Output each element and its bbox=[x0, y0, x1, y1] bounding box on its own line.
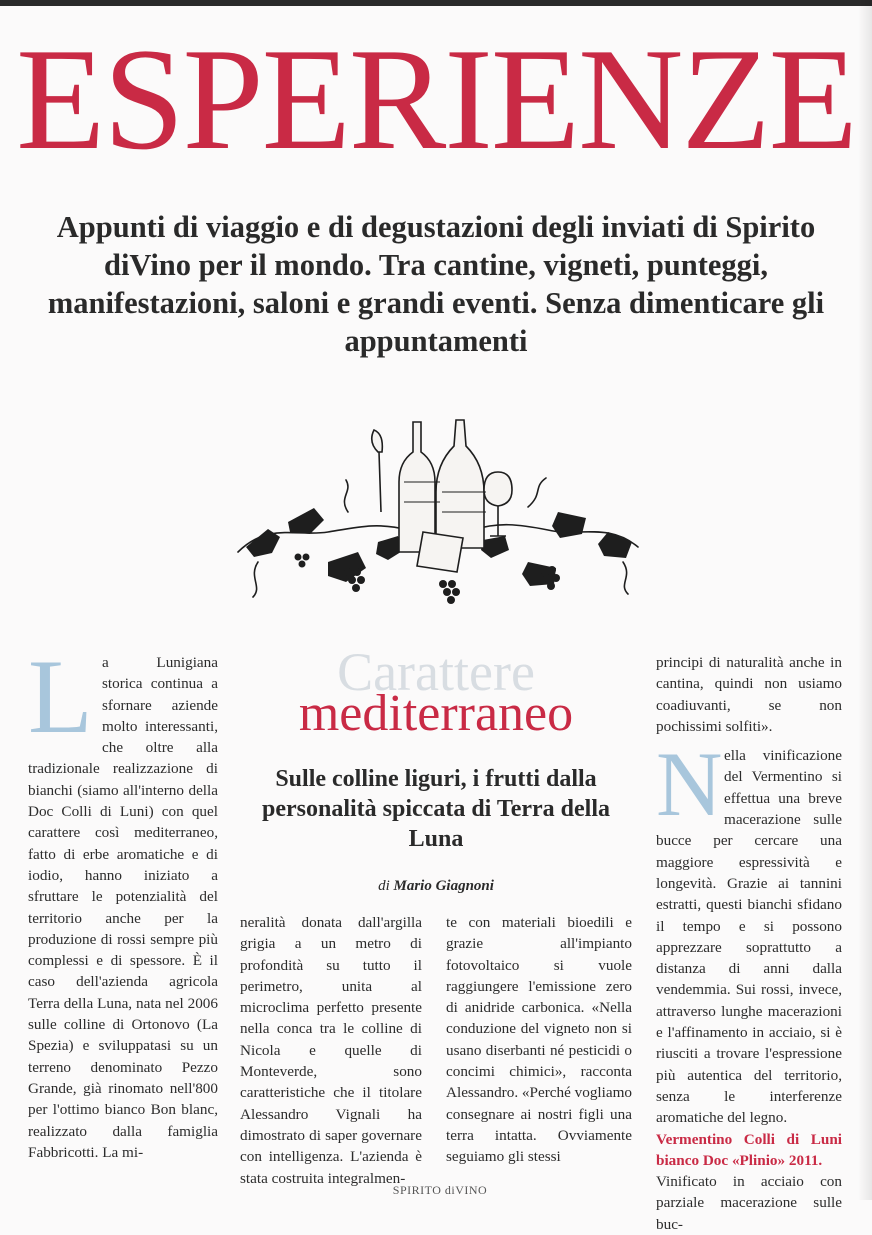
page-top-edge bbox=[0, 0, 872, 6]
column-1-text: a Lunigiana storica continua a sfornare aziende molto interessanti, che oltre alla tradizionale realizzazione di bianchi (siamo all'interno della Doc Colli di Luni) con quel carattere così mediterraneo, fatto di erbe aromatiche e di iodio, hanno iniziato a sfruttare le potenzialità del territorio anche per la produzione di rossi sempre più complessi e di spessore. È il caso dell'azienda agricola Terra della Luna, nata nel 2006 sulle colline di Ortonovo (La Spezia) e sviluppatasi su un terreno denominato Pezzo Grande, già rinomato nell'800 per l'ottimo bianco Bon blanc, realizzato dalla famiglia Fabbricotti. La mi- bbox=[28, 654, 218, 1161]
column-4-text-a: principi di naturalità anche in cantina, quindi non usiamo coadiuvanti, se non pochissimi solfiti». bbox=[656, 654, 842, 735]
column-3-text: te con materiali bioedili e grazie all'impianto fotovoltaico si vuole raggiungere l'emissione zero di anidride carbonica. «Nella conduzione del vigneto non si usano diserbanti né pesticidi o concimi chimici», racconta Alessandro. «Perché vogliamo consegnare ai nostri figli una terra intatta. Ovviamente seguiamo gli stessi bbox=[446, 914, 633, 1166]
section-kicker: ESPERIENZE bbox=[16, 18, 856, 180]
article-byline bbox=[240, 876, 632, 896]
wine-still-life-illustration-icon bbox=[228, 412, 648, 622]
dropcap-l: L bbox=[28, 638, 93, 755]
byline-prefix: di bbox=[378, 878, 390, 894]
column-4-text-b: ella vinificazione del Vermentino si effettua una breve macerazione sulle bucce per cercare una maggiore espressività e longevità. Grazie ai tannini estratti, questi bianchi sfidano il tempo e si possono apprezzare soprattutto a distanza di anni dalla vendemmia. Sui rossi, invece, attraverso lunghe macerazioni e l'affinamento in acciaio, si è riusciti a trovare l'espressione più autentica del territorio, senza le interferenze aromatiche del legno. bbox=[656, 747, 842, 1127]
magazine-footer: SPIRITO diVINO bbox=[392, 1183, 488, 1197]
column-4-text-c: Vinificato in acciaio con parziale macerazione sulle buc- bbox=[656, 1173, 842, 1233]
article-column-2 bbox=[240, 912, 422, 1189]
article-column-4 bbox=[656, 652, 842, 1235]
wine-name: Vermentino Colli di Luni bianco Doc «Plinio» 2011. bbox=[656, 1130, 842, 1169]
section-deck: Appunti di viaggio e di degustazioni degli inviati di Spirito diVino per il mondo. Tra cantine, vigneti, punteggi, manifestazioni, saloni e grandi eventi. Senza dimenticare gli appuntamenti bbox=[47, 210, 825, 358]
byline-author: Mario Giagnoni bbox=[393, 878, 494, 894]
article-subtitle: Sulle colline liguri, i frutti dalla personalità spiccata di Terra della Luna bbox=[262, 766, 610, 852]
dropcap-n: N bbox=[656, 733, 723, 836]
article-title-line2: mediterraneo bbox=[298, 685, 574, 742]
article-column-1 bbox=[28, 638, 218, 1163]
column-2-text: neralità donata dall'argilla grigia a un metro di profondità su tutto il perimetro, unita al microclima perfetto presente nella conca tra le colline di Nicola e quelle di Monteverde, sono caratteristiche che il titolare Alessandro Vignali ha dimostrato di saper governare con intelligenza. L'azienda è stata costruita integralmen- bbox=[240, 914, 422, 1187]
article-title-line1: Carattere bbox=[337, 642, 535, 702]
page-binding-shadow bbox=[858, 0, 872, 1200]
article-column-3 bbox=[446, 912, 632, 1168]
